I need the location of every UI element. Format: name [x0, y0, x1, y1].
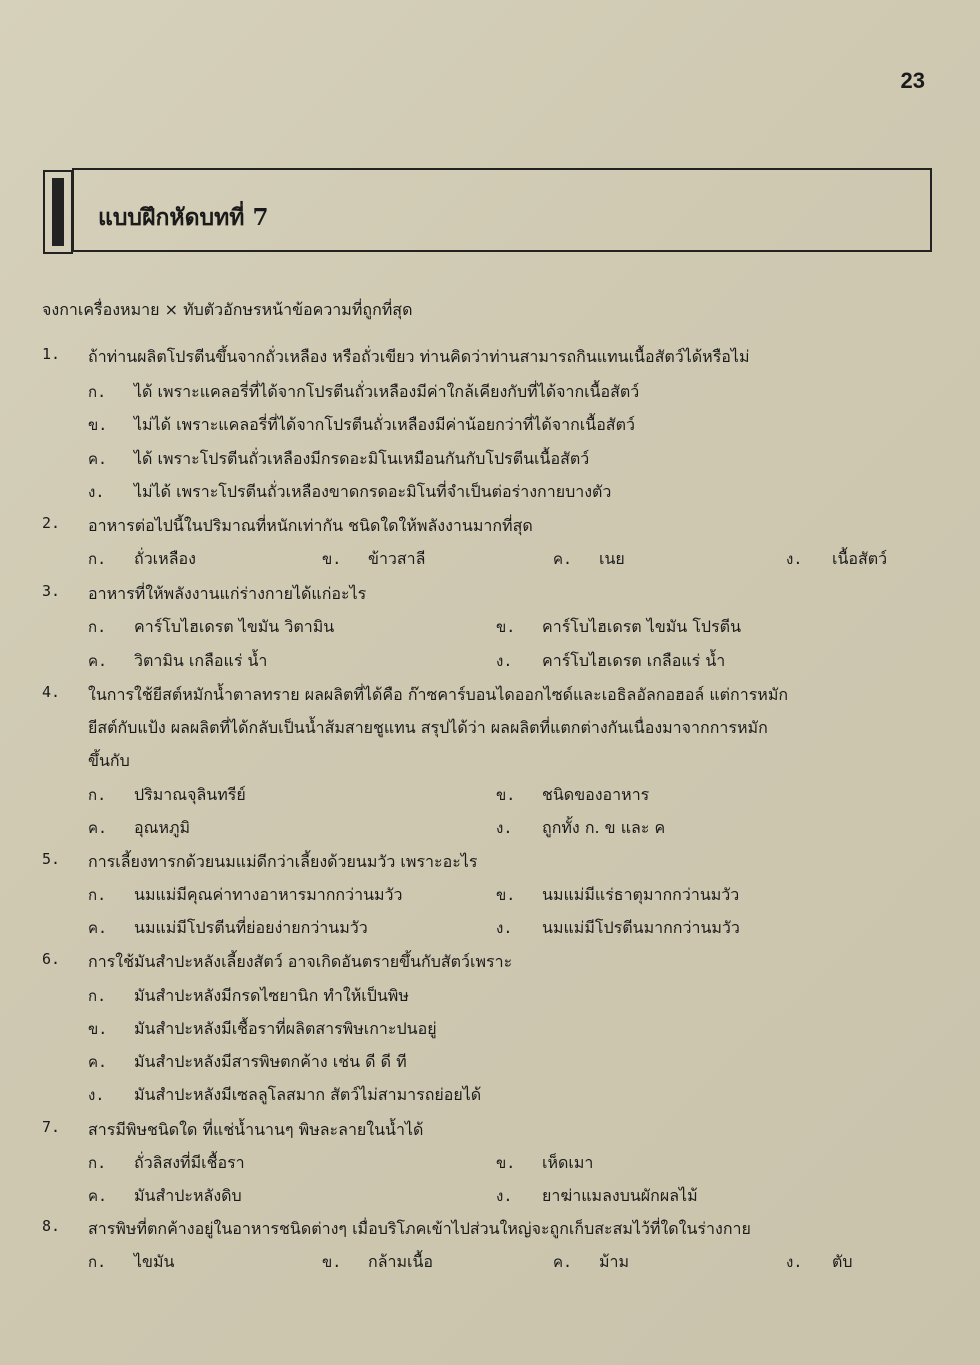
option-1-b [88, 413, 635, 438]
option-label: ข. [322, 550, 342, 568]
option-label: ก. [88, 987, 107, 1005]
option-label: ง. [88, 1086, 105, 1104]
question-text: ถ้าท่านผลิตโปรตีนขึ้นจากถั่วเหลือง หรือถั่วเขียว ท่านคิดว่าท่านสามารถกินแทนเนื้อสัตว์ได้หรือไม่ [88, 347, 750, 366]
option-label: ง. [786, 1253, 803, 1271]
option-text: ถูกทั้ง ก. ข และ ค [542, 818, 666, 837]
option-text: ได้ เพราะแคลอรี่ที่ได้จากโปรตีนถั่วเหลืองมีค่าใกล้เคียงกับที่ได้จากเนื้อสัตว์ [134, 382, 640, 401]
option-label: ค. [553, 550, 573, 568]
option-text: ชนิดของอาหาร [542, 785, 650, 804]
option-4-c [88, 816, 190, 841]
question-text: สารพิษที่ตกค้างอยู่ในอาหารชนิดต่างๆ เมื่อบริโภคเข้าไปส่วนใหญ่จะถูกเก็บสะสมไว้ที่ใดในร่างกาย [88, 1219, 751, 1238]
option-1-a [88, 380, 639, 405]
option-label: ค. [88, 450, 108, 468]
question-text-line-1: ในการใช้ยีสต์หมักน้ำตาลทราย ผลผลิตที่ได้คือ ก๊าซคาร์บอนไดออกไซด์และเอธิลอัลกอฮอล์ แต่การหมัก [88, 685, 789, 704]
option-text: คาร์โบไฮเดรต ไขมัน วิตามิน [134, 617, 335, 636]
question-text: การใช้มันสำปะหลังเลี้ยงสัตว์ อาจเกิดอันตรายขึ้นกับสัตว์เพราะ [88, 952, 513, 971]
question-text: การเลี้ยงทารกด้วยนมแม่ดีกว่าเลี้ยงด้วยนมวัว เพราะอะไร [88, 852, 478, 871]
option-4-b [496, 783, 649, 808]
question-text-line-2: ยีสต์กับแป้ง ผลผลิตที่ได้กลับเป็นน้ำส้มสายชูแทน สรุปได้ว่า ผลผลิตที่แตกต่างกันเนื่องมาจากการหมัก [88, 718, 768, 737]
question-number: 7. [42, 1118, 61, 1136]
heading-side-bar [43, 170, 73, 254]
option-label: ก. [88, 786, 107, 804]
option-label: ข. [496, 886, 516, 904]
option-text: ถั่วเหลือง [134, 549, 196, 568]
option-6-c [88, 1050, 407, 1075]
question-text: สารมีพิษชนิดใด ที่แช่น้ำนานๆ พิษละลายในน้ำได้ [88, 1120, 424, 1139]
option-text: เห็ดเมา [542, 1153, 594, 1172]
option-text: ไม่ได้ เพราะโปรตีนถั่วเหลืองขาดกรดอะมิโนที่จำเป็นต่อร่างกายบางตัว [134, 482, 612, 501]
question-text-line-3: ขึ้นกับ [88, 751, 130, 770]
option-8-a [88, 1250, 174, 1275]
option-label: ง. [496, 919, 513, 937]
option-text: ตับ [832, 1252, 853, 1271]
option-5-b [496, 883, 739, 908]
option-text: ไม่ได้ เพราะแคลอรี่ที่ได้จากโปรตีนถั่วเหลืองมีค่าน้อยกว่าที่ได้จากเนื้อสัตว์ [134, 415, 635, 434]
option-3-d [496, 649, 725, 674]
page-number: 23 [900, 68, 925, 93]
option-label: ค. [553, 1253, 573, 1271]
option-text: อุณหภูมิ [134, 818, 191, 837]
option-1-d [88, 480, 611, 505]
option-label: ข. [496, 786, 516, 804]
option-text: ไขมัน [134, 1252, 175, 1271]
option-7-d [496, 1184, 698, 1209]
option-text: กล้ามเนื้อ [368, 1252, 434, 1271]
option-5-d [496, 916, 740, 941]
option-8-b [322, 1250, 433, 1275]
option-label: ข. [496, 1154, 516, 1172]
option-label: ก. [88, 1253, 107, 1271]
option-8-d [786, 1250, 853, 1275]
option-label: ข. [496, 618, 516, 636]
option-label: ก. [88, 550, 107, 568]
question-number: 3. [42, 582, 61, 600]
option-text: ยาฆ่าแมลงบนผักผลไม้ [542, 1186, 698, 1205]
exercise-heading: แบบฝึกหัดบทที่ 7 [98, 204, 269, 231]
question-number: 8. [42, 1217, 61, 1235]
option-8-c [553, 1250, 629, 1275]
option-4-d [496, 816, 665, 841]
option-text: ได้ เพราะโปรตีนถั่วเหลืองมีกรดอะมิโนเหมือนกันกับโปรตีนเนื้อสัตว์ [134, 449, 590, 468]
option-label: ง. [786, 550, 803, 568]
instruction-text: จงกาเครื่องหมาย × ทับตัวอักษรหน้าข้อความที่ถูกที่สุด [42, 300, 413, 319]
option-text: นมแม่มีโปรตีนที่ย่อยง่ายกว่านมวัว [134, 918, 368, 937]
option-2-b [322, 547, 425, 572]
option-label: ข. [88, 416, 108, 434]
option-7-a [88, 1151, 245, 1176]
option-text: เนย [599, 549, 625, 568]
question-number: 2. [42, 514, 61, 532]
question-number: 4. [42, 683, 61, 701]
option-5-a [88, 883, 403, 908]
option-text: คาร์โบไฮเดรต ไขมัน โปรตีน [542, 617, 741, 636]
heading-side-bar-fill [52, 178, 64, 246]
question-text: อาหารที่ให้พลังงานแก่ร่างกายได้แก่อะไร [88, 584, 367, 603]
option-label: ค. [88, 652, 108, 670]
option-text: ถั่วลิสงที่มีเชื้อรา [134, 1153, 245, 1172]
option-text: เนื้อสัตว์ [832, 549, 888, 568]
option-label: ค. [88, 1187, 108, 1205]
option-text: นมแม่มีคุณค่าทางอาหารมากกว่านมวัว [134, 885, 403, 904]
option-label: ก. [88, 1154, 107, 1172]
option-text: นมแม่มีแร่ธาตุมากกว่านมวัว [542, 885, 740, 904]
option-label: ค. [88, 1053, 108, 1071]
option-text: วิตามิน เกลือแร่ น้ำ [134, 651, 268, 670]
option-3-c [88, 649, 267, 674]
option-2-c [553, 547, 625, 572]
option-7-c [88, 1184, 242, 1209]
option-7-b [496, 1151, 593, 1176]
option-label: ง. [496, 652, 513, 670]
question-number: 5. [42, 850, 61, 868]
question-text: อาหารต่อไปนี้ในปริมาณที่หนักเท่ากัน ชนิดใดให้พลังงานมากที่สุด [88, 516, 533, 535]
option-6-d [88, 1083, 481, 1108]
option-text: มันสำปะหลังมีกรดไซยานิก ทำให้เป็นพิษ [134, 986, 409, 1005]
option-text: มันสำปะหลังมีเชื้อราที่ผลิตสารพิษเกาะปนอยู่ [134, 1019, 437, 1038]
option-3-b [496, 615, 741, 640]
option-6-a [88, 984, 409, 1009]
option-text: นมแม่มีโปรตีนมากกว่านมวัว [542, 918, 740, 937]
option-text: ข้าวสาลี [368, 549, 426, 568]
question-number: 1. [42, 345, 61, 363]
option-label: ข. [88, 1020, 108, 1038]
option-label: ง. [496, 1187, 513, 1205]
option-label: ง. [496, 819, 513, 837]
option-text: ปริมาณจุลินทรีย์ [134, 785, 246, 804]
option-text: มันสำปะหลังมีสารพิษตกค้าง เช่น ดี ดี ที [134, 1052, 407, 1071]
option-5-c [88, 916, 368, 941]
option-2-a [88, 547, 196, 572]
option-label: ก. [88, 886, 107, 904]
option-1-c [88, 447, 589, 472]
option-4-a [88, 783, 246, 808]
option-text: มันสำปะหลังมีเซลลูโลสมาก สัตว์ไม่สามารถย่อยได้ [134, 1085, 482, 1104]
option-6-b [88, 1017, 437, 1042]
option-text: คาร์โบไฮเดรต เกลือแร่ น้ำ [542, 651, 726, 670]
option-2-d [786, 547, 887, 572]
option-label: ก. [88, 383, 107, 401]
question-number: 6. [42, 950, 61, 968]
option-label: ข. [322, 1253, 342, 1271]
option-label: ค. [88, 819, 108, 837]
option-3-a [88, 615, 334, 640]
option-text: มันสำปะหลังดิบ [134, 1186, 242, 1205]
option-label: ค. [88, 919, 108, 937]
option-label: ง. [88, 483, 105, 501]
option-label: ก. [88, 618, 107, 636]
option-text: ม้าม [599, 1252, 630, 1271]
